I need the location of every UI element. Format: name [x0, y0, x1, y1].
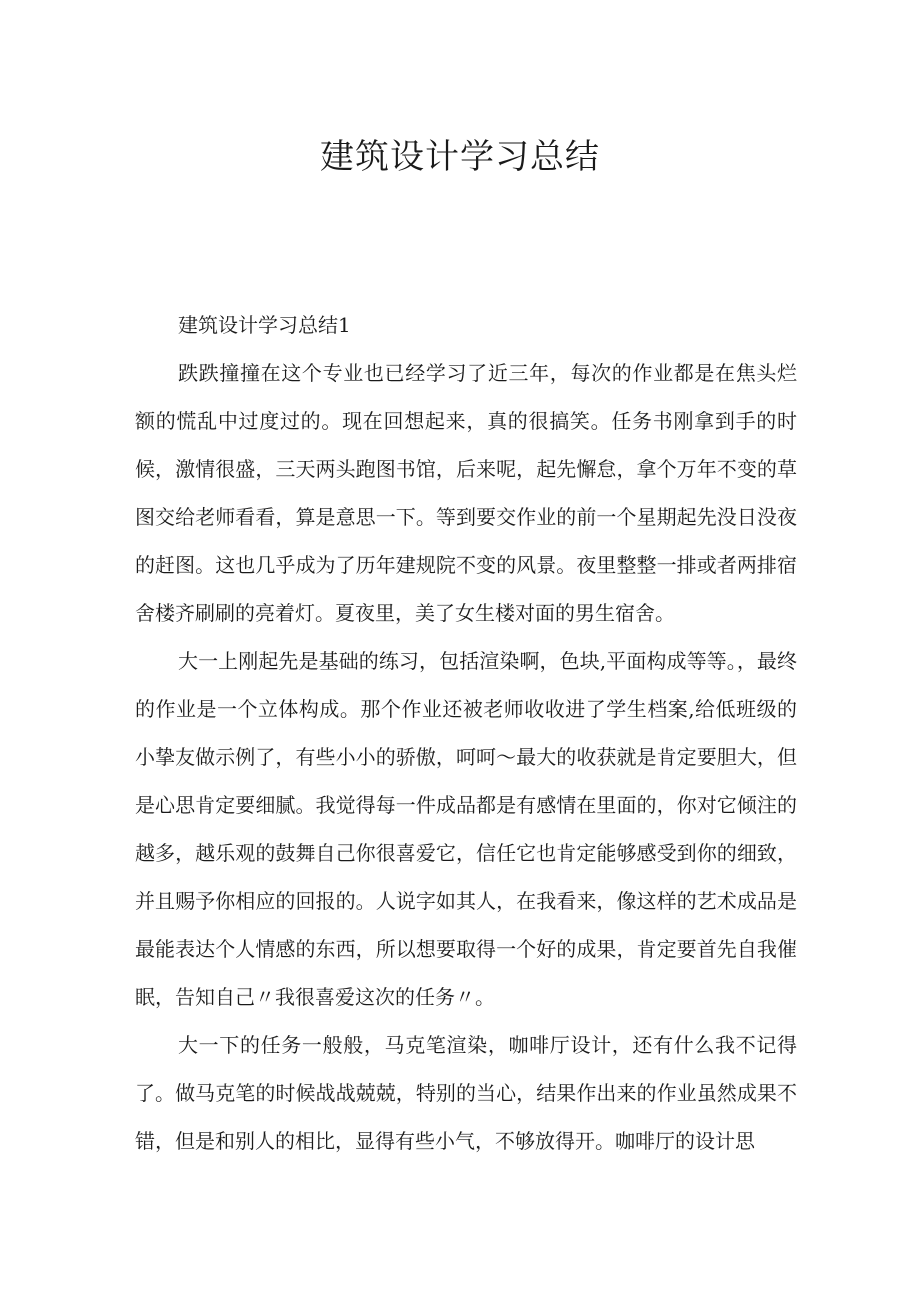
document-body: [135, 301, 797, 1165]
section-heading: 建筑设计学习总结1: [178, 313, 351, 337]
document-title: 建筑设计学习总结: [320, 137, 600, 177]
paragraph-3: 大一下的任务一般般，马克笔渲染，咖啡厅设计，还有什么我不记得了。做马克笔的时候战战兢兢，特别的当心，结果作出来的作业虽然成果不错，但是和别人的相比，显得有些小气，不够放得开。咖啡厅的设计思: [135, 1033, 797, 1153]
paragraph-2: 大一上刚起先是基础的练习，包括渲染啊，色块,平面构成等等。，最终的作业是一个立体构成。那个作业还被老师收收进了学生档案,给低班级的小挚友做示例了，有些小小的骄傲，呵呵～最大的收获就是肯定要胆大，但是心思肯定要细腻。我觉得每一件成品都是有感情在里面的，你对它倾注的越多，越乐观的鼓舞自己你很喜爱它，信任它也肯定能够感受到你的细致，并且赐予你相应的回报的。人说字如其人，在我看来，像这样的艺术成品是最能表达个人情感的东西，所以想要取得一个好的成果，肯定要首先自我催眠，告知自己〃我很喜爱这次的任务〃。: [135, 649, 797, 1009]
paragraph-1: 跌跌撞撞在这个专业也已经学习了近三年，每次的作业都是在焦头烂额的慌乱中过度过的。现在回想起来，真的很搞笑。任务书刚拿到手的时候，激情很盛，三天两头跑图书馆，后来呢，起先懈怠，拿个万年不变的草图交给老师看看，算是意思一下。等到要交作业的前一个星期起先没日没夜的赶图。这也几乎成为了历年建规院不变的风景。夜里整整一排或者两排宿舍楼齐刷刷的亮着灯。夏夜里，美了女生楼对面的男生宿舍。: [135, 361, 797, 625]
